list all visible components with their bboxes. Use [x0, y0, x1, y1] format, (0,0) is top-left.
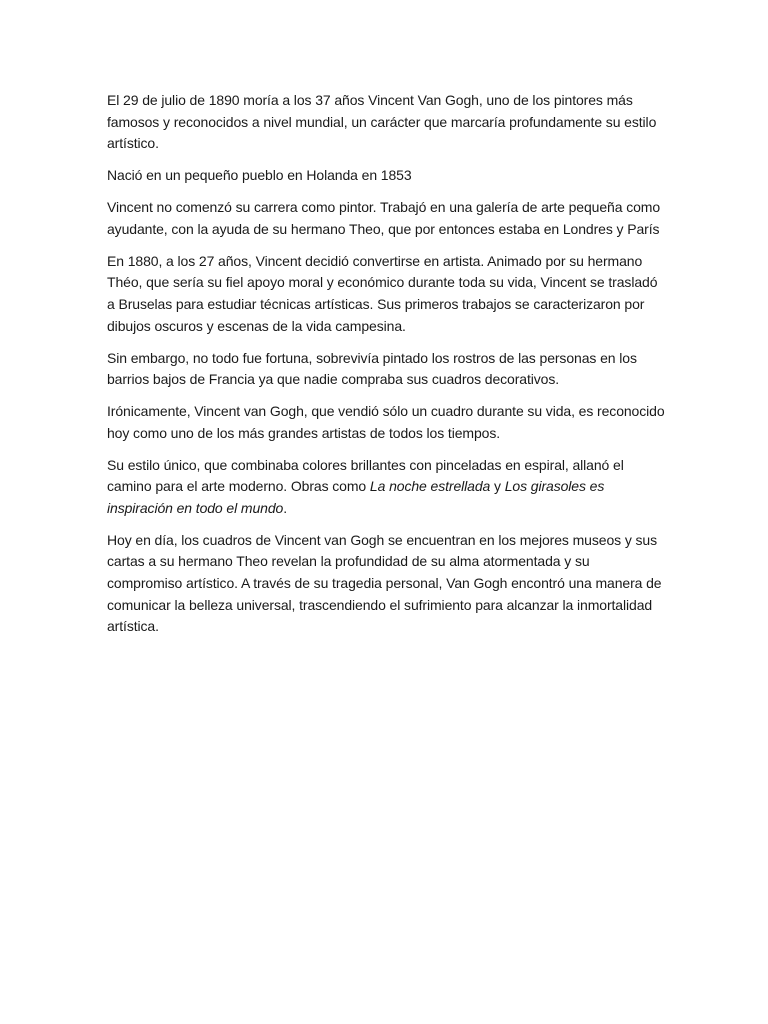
paragraph-death: El 29 de julio de 1890 moría a los 37 años Vincent Van Gogh, uno de los pintores más famosos y reconocidos a nivel mundial, un carácter que marcaría profundamente su estilo artístico. — [107, 92, 657, 152]
paragraph-hardship: Sin embargo, no todo fue fortuna, sobrevivía pintado los rostros de las personas en los barrios bajos de Francia ya que nadie compraba sus cuadros decorativos. — [107, 349, 637, 388]
document-body — [107, 90, 667, 648]
paragraph-style — [107, 455, 667, 520]
paragraph-birth: Nació en un pequeño pueblo en Holanda en 1853 — [107, 167, 412, 184]
artwork-title-starry-night: La noche estrellada — [369, 478, 491, 495]
paragraph-early-career: Vincent no comenzó su carrera como pintor. Trabajó en una galería de arte pequeña como ayudante, con la ayuda de su hermano Theo, que por entonces estaba en Londres y París — [107, 199, 661, 237]
style-text-2: y — [490, 478, 505, 495]
paragraph-becoming-artist: En 1880, a los 27 años, Vincent decidió convertirse en artista. Animado por su hermano Théo, que sería su fiel apoyo moral y económico durante toda su vida, Vincent se trasladó a Bruselas para estudiar técnicas artísticas. Sus primeros trabajos se caracterizaron por dibujos oscuros y escenas de la vida campesina. — [107, 252, 658, 334]
paragraph-legacy: Hoy en día, los cuadros de Vincent van Gogh se encuentran en los mejores museos y sus cartas a su hermano Theo revelan la profundidad de su alma atormentada y su compromiso artístico. A través de su tragedia personal, Van Gogh encontró una manera de comunicar la belleza universal, trascendiendo el sufrimiento para alcanzar la inmortalidad artística. — [107, 531, 662, 635]
artwork-title-sunflowers: Los girasoles es inspiración en todo el mundo — [107, 478, 605, 516]
style-text-3: . — [283, 499, 288, 516]
style-text-1: Su estilo único, que combinaba colores brillantes con pinceladas en espiral, allanó el camino para el arte moderno. Obras como — [107, 456, 624, 495]
paragraph-irony: Irónicamente, Vincent van Gogh, que vendió sólo un cuadro durante su vida, es reconocido hoy como uno de los más grandes artistas de todos los tiempos. — [107, 403, 665, 441]
